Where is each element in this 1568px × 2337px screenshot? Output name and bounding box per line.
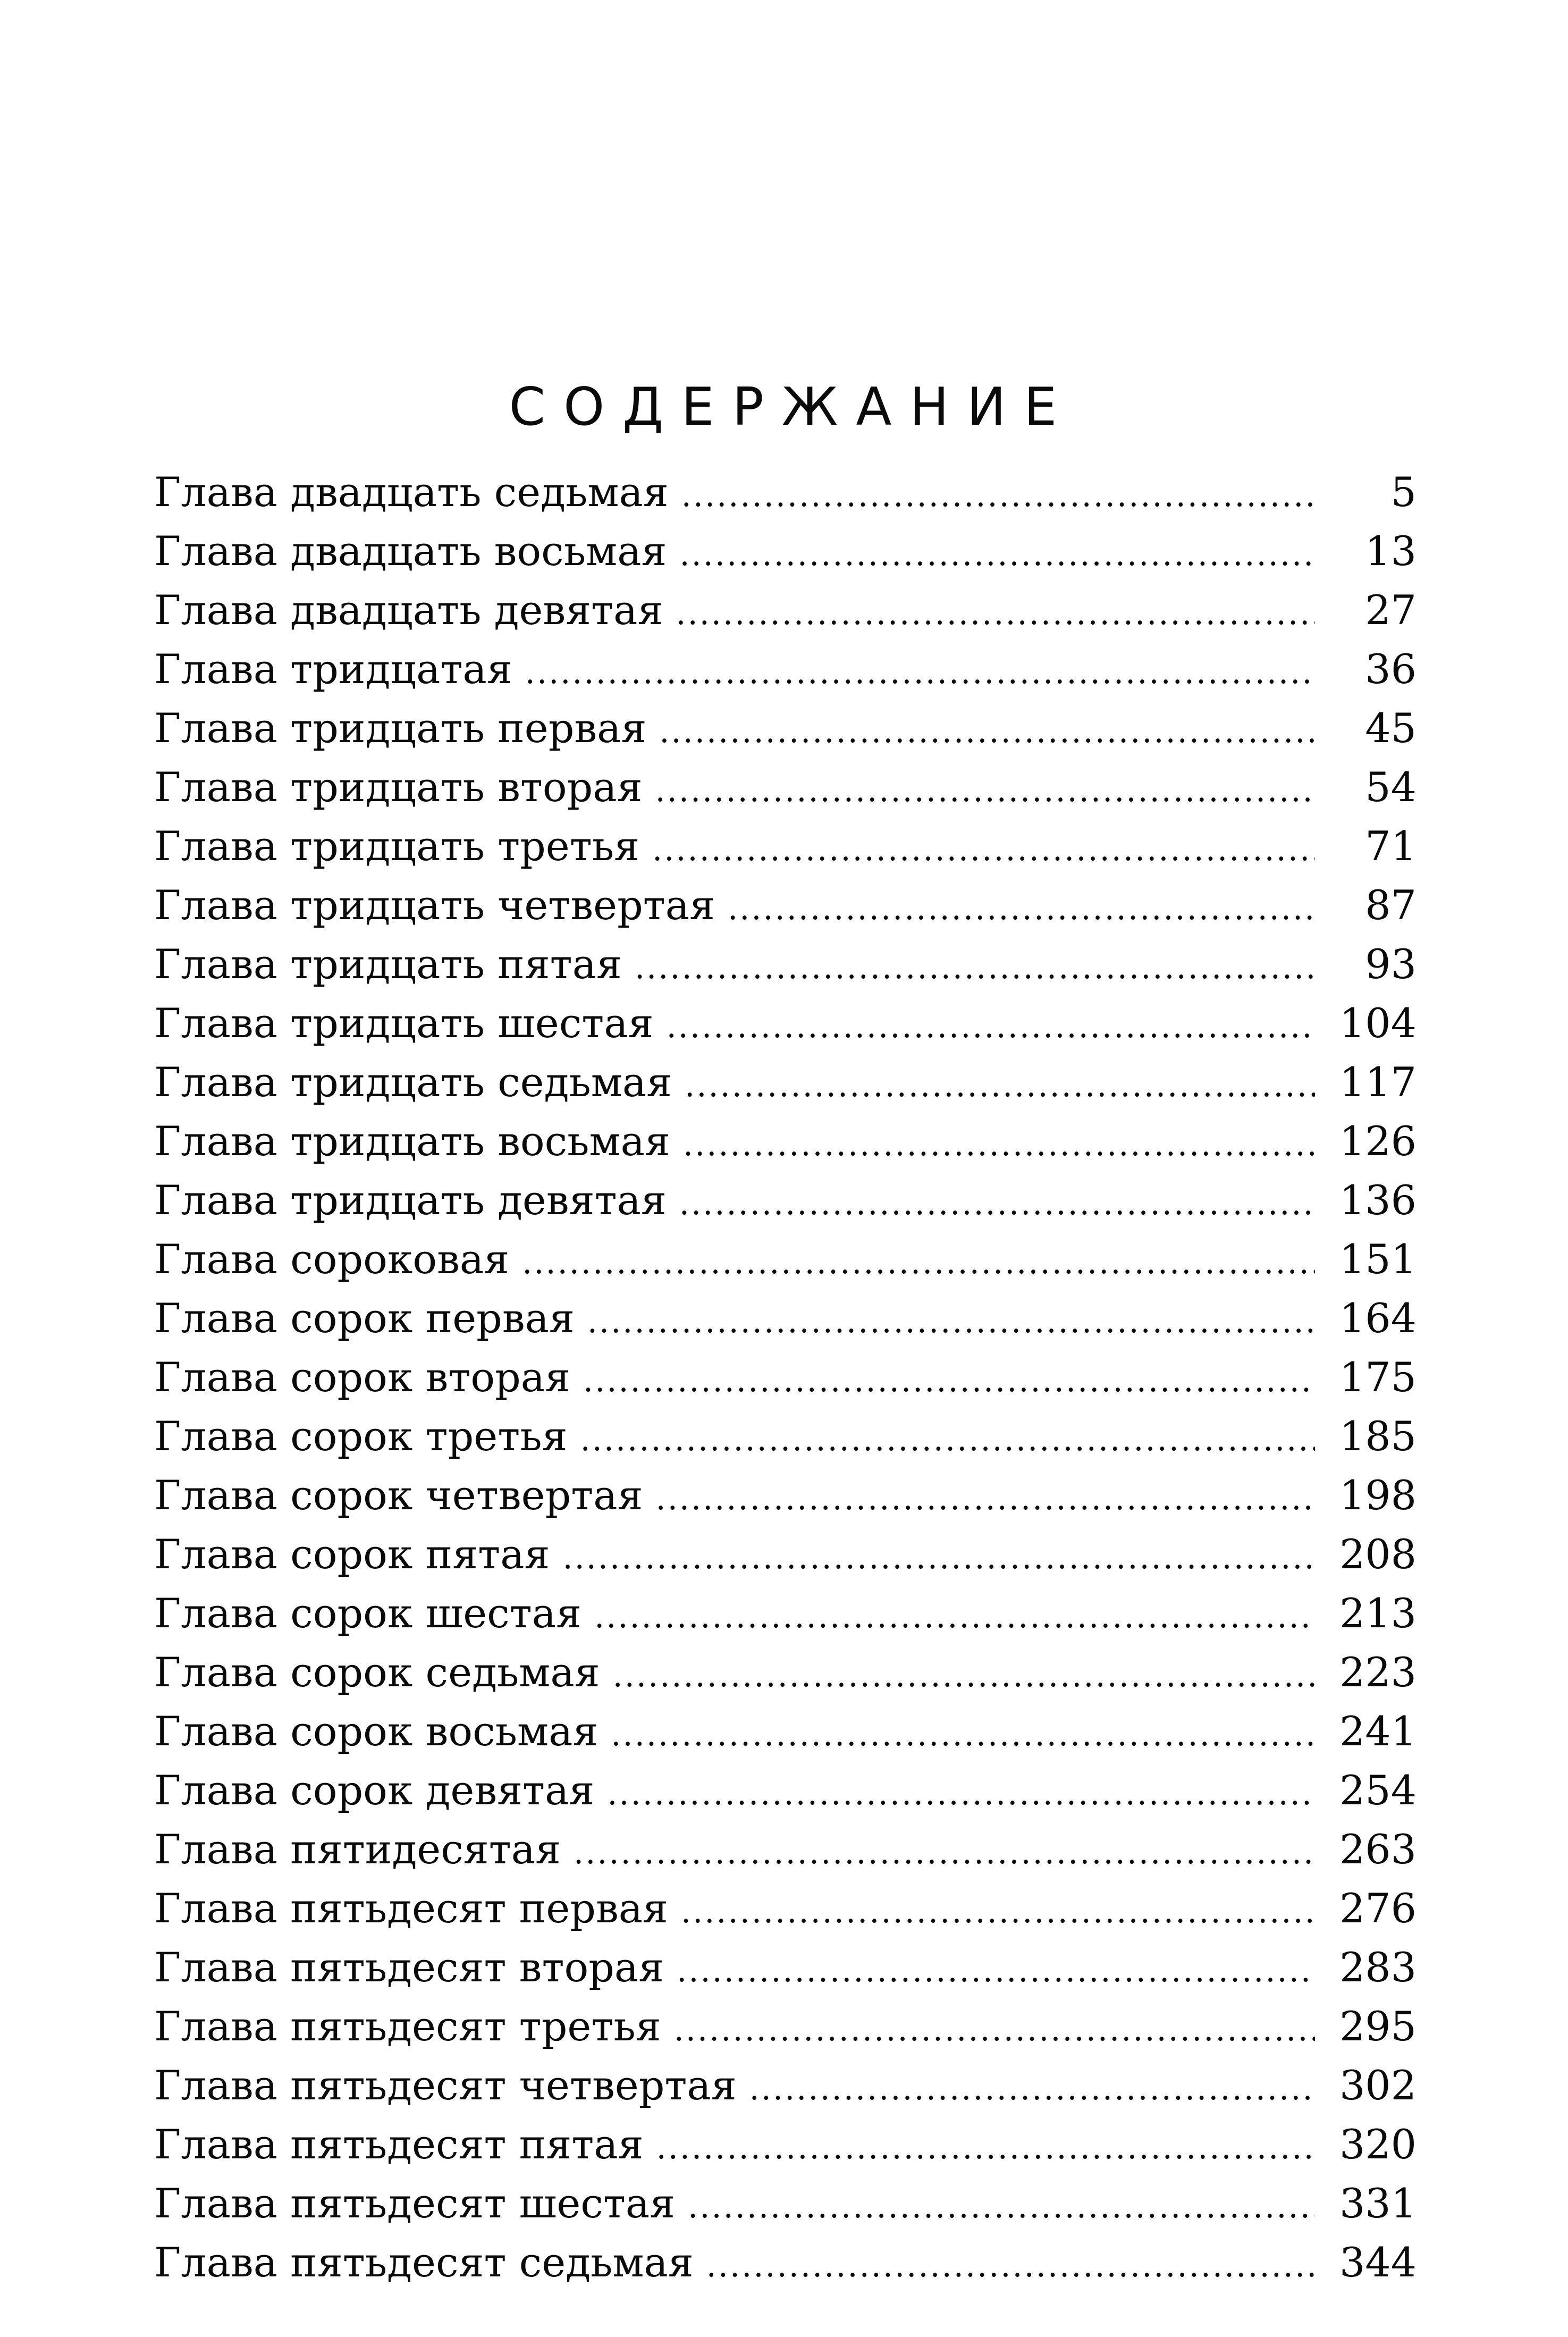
dot-leader <box>587 1292 1315 1351</box>
toc-entry-label: Глава пятидесятая <box>154 1826 561 1873</box>
dot-leader <box>659 702 1315 761</box>
toc-entry <box>154 699 1417 758</box>
toc-entry-page-number: 164 <box>1339 1294 1417 1342</box>
toc-entry-label: Глава пятьдесят шестая <box>154 2180 676 2227</box>
toc-entry-label: Глава тридцать девятая <box>154 1176 667 1224</box>
toc-entry-label: Глава пятьдесят пятая <box>154 2121 644 2168</box>
toc-entry <box>154 1997 1417 2056</box>
dot-leader <box>655 761 1315 820</box>
toc-entry <box>154 522 1417 581</box>
toc-entry-page-number: 54 <box>1365 763 1417 811</box>
dot-leader <box>580 1410 1315 1469</box>
dot-leader <box>635 938 1315 997</box>
toc-entry-page-number: 13 <box>1365 527 1417 575</box>
toc-entry-label: Глава тридцатая <box>154 645 512 693</box>
toc-entry-label: Глава сорок шестая <box>154 1590 582 1637</box>
dot-leader <box>679 1174 1315 1233</box>
toc-entry <box>154 1702 1417 1761</box>
dot-leader <box>522 1233 1315 1292</box>
dot-leader <box>574 1823 1315 1882</box>
dot-leader <box>674 2000 1315 2059</box>
dot-leader <box>594 1587 1315 1646</box>
toc-entry <box>154 1407 1417 1466</box>
toc-entry-label: Глава пятьдесят третья <box>154 2003 661 2050</box>
toc-entry-page-number: 36 <box>1365 645 1417 693</box>
toc-entry-page-number: 295 <box>1339 2003 1417 2050</box>
toc-entry <box>154 640 1417 699</box>
toc-entry-page-number: 104 <box>1339 999 1417 1047</box>
toc-entry-label: Глава сороковая <box>154 1235 510 1283</box>
toc-entry <box>154 994 1417 1053</box>
dot-leader <box>706 2237 1315 2296</box>
toc-entry-page-number: 71 <box>1365 822 1417 870</box>
toc-entry-label: Глава тридцать четвертая <box>154 881 715 929</box>
toc-entry <box>154 1053 1417 1112</box>
dot-leader <box>677 1941 1315 2000</box>
toc-entry-page-number: 344 <box>1339 2239 1417 2286</box>
toc-entry <box>154 1348 1417 1407</box>
toc-entry-label: Глава пятьдесят четвертая <box>154 2062 737 2109</box>
toc-entry-page-number: 5 <box>1390 468 1417 516</box>
toc-entry <box>154 1643 1417 1702</box>
toc-entry-page-number: 263 <box>1339 1826 1417 1873</box>
dot-leader <box>525 643 1315 702</box>
toc-entry-page-number: 27 <box>1365 586 1417 634</box>
dot-leader <box>562 1528 1315 1587</box>
dot-leader <box>607 1764 1315 1823</box>
toc-entry-label: Глава сорок первая <box>154 1294 575 1342</box>
dot-leader <box>667 997 1315 1056</box>
toc-entry-page-number: 320 <box>1339 2121 1417 2168</box>
toc-entry <box>154 1820 1417 1879</box>
toc-entry-page-number: 185 <box>1339 1413 1417 1460</box>
toc-entry-label: Глава двадцать девятая <box>154 586 663 634</box>
toc-entry-page-number: 223 <box>1339 1649 1417 1696</box>
page-title: СОДЕРЖАНИЕ <box>509 376 1075 438</box>
toc-entry-label: Глава сорок седьмая <box>154 1649 600 1696</box>
toc-entry-label: Глава сорок пятая <box>154 1531 550 1578</box>
toc-entry-page-number: 213 <box>1339 1590 1417 1637</box>
toc-entry-page-number: 254 <box>1339 1767 1417 1814</box>
toc-entry <box>154 2115 1417 2174</box>
toc-entry-label: Глава пятьдесят первая <box>154 1885 668 1932</box>
toc-entry <box>154 463 1417 522</box>
dot-leader <box>583 1351 1315 1410</box>
toc-entry-page-number: 175 <box>1339 1354 1417 1401</box>
toc-entry-page-number: 87 <box>1365 881 1417 929</box>
toc-entry <box>154 1938 1417 1997</box>
toc-entry <box>154 1879 1417 1938</box>
toc-entry-page-number: 117 <box>1339 1058 1417 1106</box>
toc-entry-page-number: 241 <box>1339 1708 1417 1755</box>
dot-leader <box>749 2059 1315 2119</box>
dot-leader <box>656 1469 1315 1528</box>
toc-entry <box>154 2174 1417 2233</box>
toc-entry-label: Глава двадцать восьмая <box>154 527 667 575</box>
toc-entry-page-number: 276 <box>1339 1885 1417 1932</box>
toc-entry <box>154 581 1417 640</box>
toc-entry-page-number: 302 <box>1339 2062 1417 2109</box>
toc-entry <box>154 1171 1417 1230</box>
toc-entry <box>154 1289 1417 1348</box>
toc-entry-page-number: 126 <box>1339 1117 1417 1165</box>
toc-entry-page-number: 93 <box>1365 940 1417 988</box>
toc-entry-label: Глава тридцать восьмая <box>154 1117 670 1165</box>
toc-entry-label: Глава двадцать седьмая <box>154 468 669 516</box>
toc-entry-label: Глава сорок третья <box>154 1413 568 1460</box>
toc-entry-label: Глава сорок восьмая <box>154 1708 598 1755</box>
toc-entry-page-number: 331 <box>1339 2180 1417 2227</box>
toc-entry-label: Глава тридцать шестая <box>154 999 654 1047</box>
dot-leader <box>613 1646 1315 1705</box>
toc-entry <box>154 2056 1417 2115</box>
dot-leader <box>652 820 1315 879</box>
dot-leader <box>681 1882 1315 1941</box>
toc-entry <box>154 1761 1417 1820</box>
dot-leader <box>688 2178 1315 2237</box>
toc-entry-page-number: 283 <box>1339 1944 1417 1991</box>
toc-entry-label: Глава тридцать вторая <box>154 763 643 811</box>
dot-leader <box>728 879 1315 938</box>
toc-entry-label: Глава тридцать третья <box>154 822 640 870</box>
toc-entry-label: Глава тридцать первая <box>154 704 647 752</box>
toc-entry-label: Глава сорок девятая <box>154 1767 595 1814</box>
toc-entry-label: Глава сорок четвертая <box>154 1472 643 1519</box>
toc-entry <box>154 1230 1417 1289</box>
dot-leader <box>683 1115 1315 1174</box>
toc-entry-label: Глава тридцать седьмая <box>154 1058 672 1106</box>
dot-leader <box>611 1705 1315 1764</box>
toc-entry <box>154 1112 1417 1171</box>
toc-entry <box>154 758 1417 817</box>
dot-leader <box>656 2119 1315 2178</box>
dot-leader <box>676 584 1315 643</box>
toc-entry <box>154 1466 1417 1525</box>
toc-entry <box>154 1525 1417 1584</box>
toc-entry-page-number: 198 <box>1339 1472 1417 1519</box>
toc-entry <box>154 1584 1417 1643</box>
toc-entry <box>154 876 1417 935</box>
toc-entry-page-number: 45 <box>1365 704 1417 752</box>
toc-entry-label: Глава тридцать пятая <box>154 940 622 988</box>
toc-entry-label: Глава сорок вторая <box>154 1354 571 1401</box>
toc-entry-label: Глава пятьдесят вторая <box>154 1944 664 1991</box>
toc-entry <box>154 935 1417 994</box>
table-of-contents <box>154 463 1417 2292</box>
toc-entry-page-number: 136 <box>1339 1176 1417 1224</box>
toc-entry-label: Глава пятьдесят седьмая <box>154 2239 694 2286</box>
dot-leader <box>681 466 1315 525</box>
toc-entry <box>154 2233 1417 2292</box>
toc-entry-page-number: 151 <box>1339 1235 1417 1283</box>
toc-entry <box>154 817 1417 876</box>
toc-entry-page-number: 208 <box>1339 1531 1417 1578</box>
dot-leader <box>685 1056 1315 1115</box>
dot-leader <box>679 525 1315 584</box>
